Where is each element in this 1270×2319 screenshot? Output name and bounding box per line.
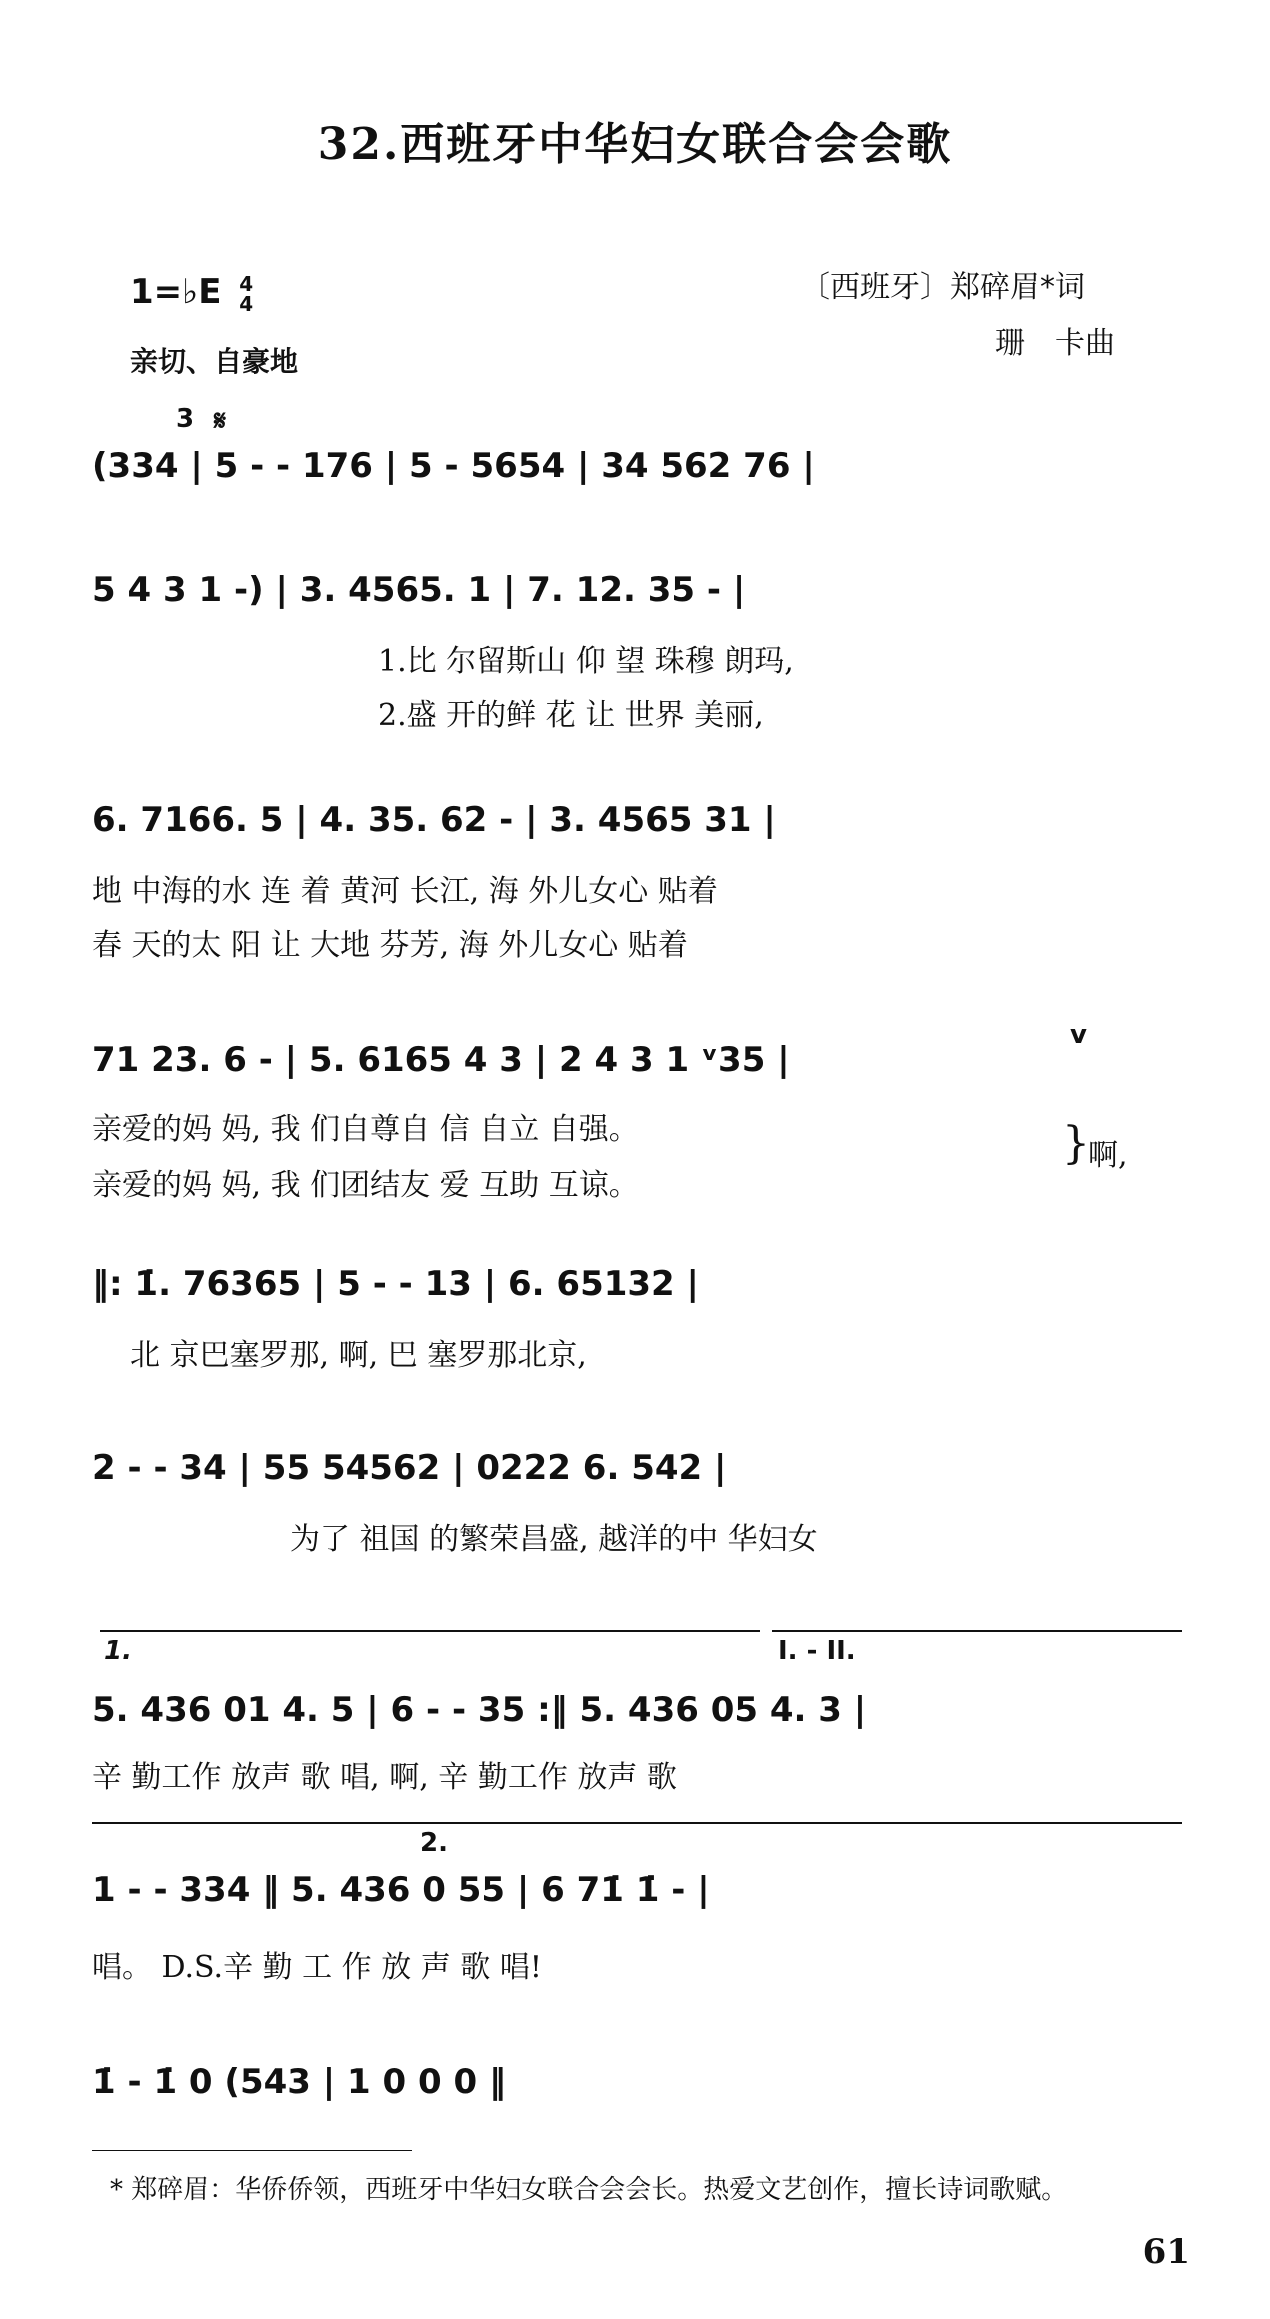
- volta-3-label: 2.: [420, 1828, 448, 1858]
- system-4-lyric-2: 亲爱的妈 妈, 我 们团结友 爱 互助 互谅。: [92, 1168, 639, 1203]
- system-4-lyric-1: 亲爱的妈 妈, 我 们自尊自 信 自立 自强。: [92, 1112, 639, 1147]
- system-8-notes: 1 - - 334 ‖ 5. 436 0 55 | 6 71̇ 1̇ - |: [92, 1870, 710, 1910]
- key-signature: [130, 272, 253, 314]
- flat-sign: ♭: [182, 272, 199, 312]
- system-5-notes: ‖: 1̇. 76365 | 5 - - 13 | 6. 65132 |: [92, 1264, 699, 1304]
- system-8-top-rule: [92, 1822, 1182, 1824]
- segno-sign: 𝄋: [214, 404, 227, 437]
- tempo-marking: 亲切、自豪地: [130, 345, 299, 378]
- key-prefix: 1=: [130, 272, 183, 312]
- system-3-lyric-1: 地 中海的水 连 着 黄河 长江, 海 外儿女心 贴着: [92, 874, 718, 909]
- system-9-notes: 1̇ - 1̇ 0 (543 | 1 0 0 0 ‖: [92, 2062, 507, 2102]
- system-6-notes: 2 - - 34 | 55 54562 | 0222 6. 542 |: [92, 1448, 727, 1488]
- time-bottom: 4: [239, 291, 254, 316]
- system-3-notes: 6. 7166. 5 | 4. 35. 62 - | 3. 4565 31 |: [92, 800, 776, 840]
- time-top: 4: [239, 271, 254, 296]
- triplet-mark: 3: [176, 404, 195, 434]
- system-2-lyric-1: 1.比 尔留斯山 仰 望 珠穆 朗玛,: [378, 644, 794, 679]
- page-number: 61: [1142, 2232, 1190, 2272]
- system-8-lyric-1: 唱。 D.S.辛 勤 工 作 放 声 歌 唱!: [92, 1950, 542, 1985]
- key-note: E: [198, 272, 222, 312]
- volta-2-bracket: [772, 1630, 1182, 1632]
- system-4-notes: 71 23. 6 - | 5. 6165 4 3 | 2 4 3 1 ᵛ35 |: [92, 1040, 790, 1080]
- bracket-word: 啊,: [1088, 1138, 1128, 1173]
- lyricist-credit: 〔西班牙〕郑碎眉*词: [800, 270, 1085, 305]
- breath-mark: v: [1070, 1020, 1087, 1050]
- volta-1-label: 1.: [104, 1636, 132, 1666]
- footnote-rule: [92, 2150, 412, 2151]
- composer-credit: 珊 卡曲: [995, 326, 1115, 361]
- system-6-lyric-1: 为了 祖国 的繁荣昌盛, 越洋的中 华妇女: [290, 1522, 818, 1557]
- system-7-notes: 5. 436 01 4. 5 | 6 - - 35 :‖ 5. 436 05 4. 3 |: [92, 1690, 867, 1730]
- system-2-lyric-2: 2.盛 开的鲜 花 让 世界 美丽,: [378, 698, 764, 733]
- system-5-lyric-1: 北 京巴塞罗那, 啊, 巴 塞罗那北京,: [130, 1338, 587, 1373]
- system-1-notes: (334 | 5 - - 176 | 5 - 5654 | 34 562 76 |: [92, 446, 815, 486]
- system-7-lyric-1: 辛 勤工作 放声 歌 唱, 啊, 辛 勤工作 放声 歌: [92, 1760, 677, 1795]
- page-title: 32.西班牙中华妇女联合会会歌: [317, 119, 953, 170]
- system-2-notes: 5 4 3 1 -) | 3. 4565. 1 | 7. 12. 35 - |: [92, 570, 746, 610]
- lyric-brace: }: [1062, 1118, 1090, 1169]
- volta-1-bracket: [100, 1630, 760, 1632]
- system-3-lyric-2: 春 天的太 阳 让 大地 芬芳, 海 外儿女心 贴着: [92, 928, 688, 963]
- footnote-text: * 郑碎眉：华侨侨领，西班牙中华妇女联合会会长。热爱文艺创作，擅长诗词歌赋。: [110, 2175, 1068, 2205]
- time-signature: [239, 271, 254, 316]
- volta-2-label: I. - II.: [778, 1636, 856, 1666]
